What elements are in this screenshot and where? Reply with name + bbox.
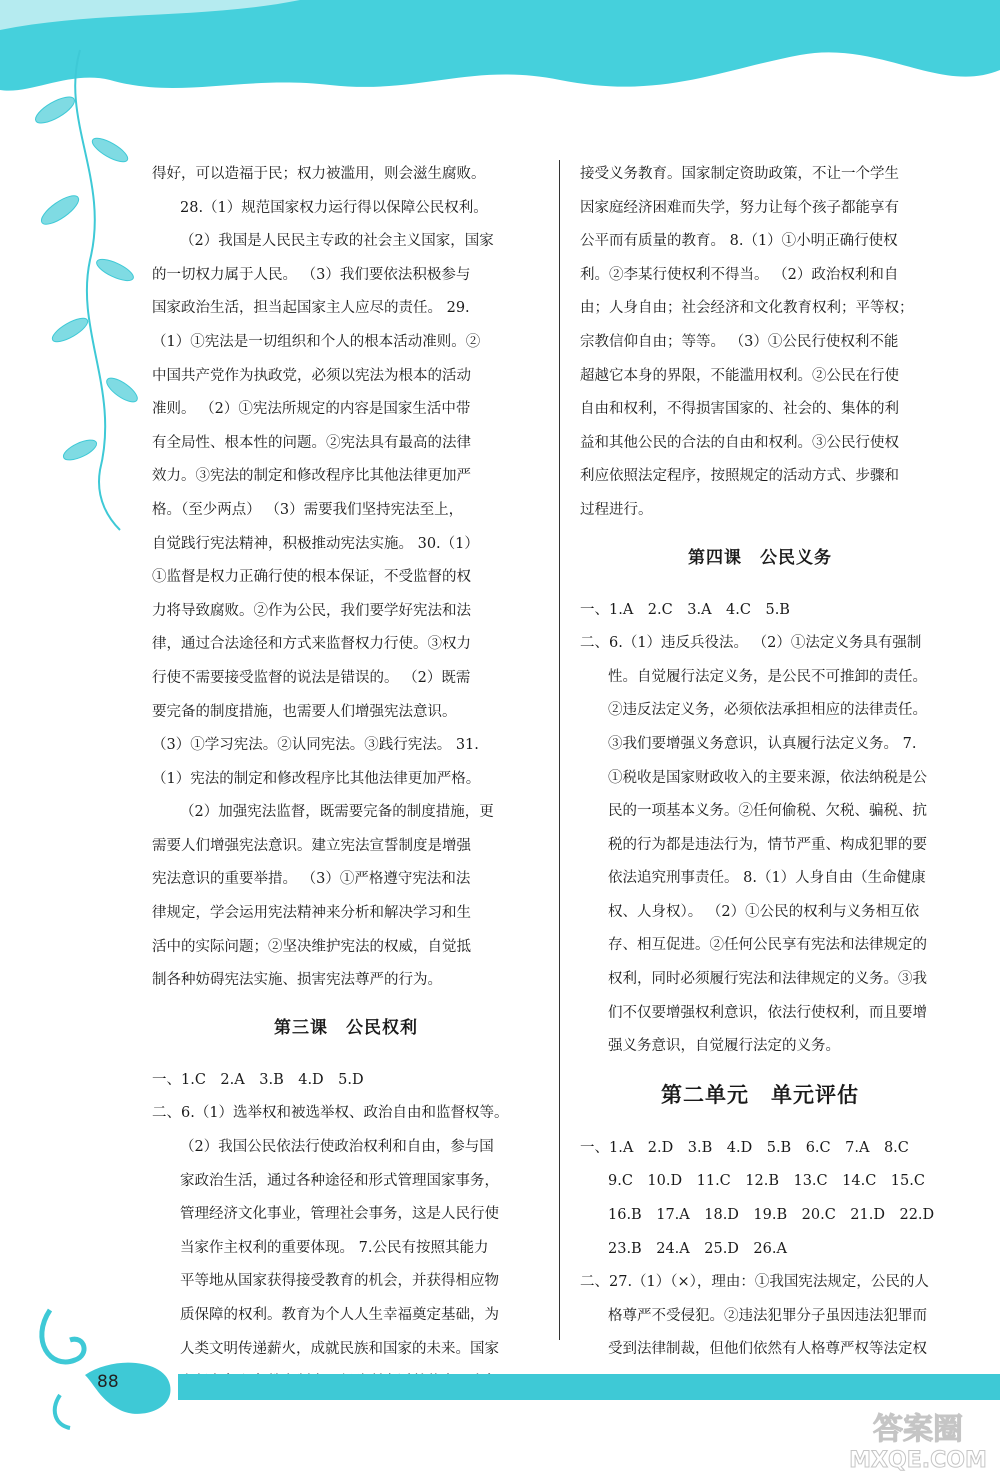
svg-text:MXQE.COM: MXQE.COM xyxy=(849,1448,987,1473)
answer-line: 权、人身权）。 （2）①公民的权利与义务相互依 xyxy=(608,903,920,920)
answer-line: 力将导致腐败。②作为公民，我们要学好宪法和法 xyxy=(152,602,471,619)
watermark-logo xyxy=(838,1405,998,1475)
answer-line: 质保障的权利。教育为个人人生幸福奠定基础，为 xyxy=(180,1307,499,1323)
answer-line: 活中的实际问题；②坚决维护宪法的权威，自觉抵 xyxy=(152,938,471,955)
corner-swirl-decoration xyxy=(30,1300,190,1430)
answer-line: 二、6.（1）违反兵役法。 （2）①法定义务具有强制 xyxy=(580,635,922,652)
lesson3-title: 第三课 公民权利 xyxy=(274,1017,418,1038)
answer-line: 一、1.C 2.A 3.B 4.D 5.D xyxy=(152,1071,364,1088)
page-number: 88 xyxy=(97,1372,119,1392)
answer-line: 23.B 24.A 25.D 26.A xyxy=(608,1240,787,1257)
answer-line: 受到法律制裁，但他们依然有人格尊严权等法定权 xyxy=(608,1341,927,1358)
answer-line: 有全局性、根本性的问题。②宪法具有最高的法律 xyxy=(152,434,471,451)
column-divider xyxy=(559,160,560,1340)
answer-line: 一、1.A 2.C 3.A 4.C 5.B xyxy=(580,601,790,618)
answer-line: ③我们要增强义务意识，认真履行法定义务。 7. xyxy=(608,735,917,752)
lesson4-title: 第四课 公民义务 xyxy=(688,547,832,568)
answer-line: 宪法意识的重要举措。 （3）①严格遵守宪法和法 xyxy=(152,871,471,888)
answer-line: 利应依照法定程序，按照规定的活动方式、步骤和 xyxy=(580,468,899,485)
answer-line: 得好，可以造福于民；权力被滥用，则会滋生腐败。 xyxy=(152,166,486,182)
answer-line: ②违反法定义务，必须依法承担相应的法律责任。 xyxy=(608,702,927,719)
answer-line: 税的行为都是违法行为，情节严重、构成犯罪的要 xyxy=(608,836,927,853)
answer-line: （2）我国是人民民主专政的社会主义国家，国家 xyxy=(180,233,494,250)
svg-text:答案圈: 答案圈 xyxy=(873,1412,963,1447)
answer-line: 要完备的制度措施，也需要人们增强宪法意识。 xyxy=(152,703,457,720)
answer-line: 性。自觉履行法定义务，是公民不可推卸的责任。 xyxy=(608,668,927,685)
answer-line: 利。②李某行使权利不得当。 （2）政治权利和自 xyxy=(580,266,899,283)
answer-line: 行使不需要接受监督的说法是错误的。 （2）既需 xyxy=(152,669,471,686)
answer-line: 超越它本身的界限，不能滥用权利。②公民在行使 xyxy=(580,367,899,384)
answer-line: 过程进行。 xyxy=(580,501,653,518)
answer-line: 一、1.A 2.D 3.B 4.D 5.B 6.C 7.A 8.C xyxy=(580,1139,909,1156)
answer-line: 28.（1）规范国家权力运行得以保障公民权利。 xyxy=(180,199,488,216)
answer-line: （2）我国公民依法行使政治权利和自由，参与国 xyxy=(180,1139,494,1156)
answer-line: 权利，同时必须履行宪法和法律规定的义务。③我 xyxy=(608,971,927,988)
answer-line: 制各种妨碍宪法实施、损害宪法尊严的行为。 xyxy=(152,972,442,989)
vine-decoration xyxy=(0,40,140,540)
answer-line: 接受义务教育。国家制定资助政策，不让一个学生 xyxy=(580,166,899,182)
answer-line: 律规定，学会运用宪法精神来分析和解决学习和生 xyxy=(152,905,471,922)
answer-line: 平等地从国家获得接受教育的机会，并获得相应物 xyxy=(180,1273,499,1290)
answer-line: （3）①学习宪法。②认同宪法。③践行宪法。 31. xyxy=(152,737,479,754)
right-answer-lines xyxy=(580,158,940,528)
answer-line: 9.C 10.D 11.C 12.B 13.C 14.C 15.C xyxy=(608,1173,925,1190)
answer-line: 律，通过合法途径和方式来监督权力行使。③权力 xyxy=(152,636,471,653)
answer-line: （1）宪法的制定和修改程序比其他法律更加严格。 xyxy=(152,770,481,787)
answer-line: 宗教信仰自由；等等。 （3）①公民行使权利不能 xyxy=(580,333,899,350)
answer-line: 国家政治生活，担当起国家主人应尽的责任。 29. xyxy=(152,300,470,317)
right-column xyxy=(580,158,940,1367)
answer-line: 因家庭经济困难而失学，努力让每个孩子都能享有 xyxy=(580,199,899,216)
answer-line: 们不仅要增强权利意识，依法行使权利，而且要增 xyxy=(608,1004,927,1021)
answer-line: 存、相互促进。②任何公民享有宪法和法律规定的 xyxy=(608,937,927,954)
answer-line: 准则。 （2）①宪法所规定的内容是国家生活中带 xyxy=(152,401,471,418)
answer-line: （1）①宪法是一切组织和个人的根本活动准则。② xyxy=(152,333,481,350)
answer-line: 需要人们增强宪法意识。建立宪法宣誓制度是增强 xyxy=(152,837,471,854)
answer-line: 管理经济文化事业，管理社会事务，这是人民行使 xyxy=(180,1206,499,1223)
answer-line: 自觉践行宪法精神，积极推动宪法实施。 30.（1） xyxy=(152,535,479,552)
unit2-title: 第二单元 单元评估 xyxy=(661,1082,859,1107)
answer-line: 格尊严不受侵犯。②违法犯罪分子虽因违法犯罪而 xyxy=(608,1307,927,1324)
answer-line: 依法追究刑事责任。 8.（1）人身自由（生命健康 xyxy=(608,870,926,887)
answer-line: 公平而有质量的教育。 8.（1）①小明正确行使权 xyxy=(580,233,898,250)
answer-line: 中国共产党作为执政党，必须以宪法为根本的活动 xyxy=(152,367,471,384)
answer-line: 家政治生活，通过各种途径和形式管理国家事务， xyxy=(180,1172,499,1189)
lesson3-answers xyxy=(152,1064,540,1400)
answer-line: 二、27.（1）（×），理由：①我国宪法规定，公民的人 xyxy=(580,1274,929,1291)
answer-line: 人类文明传递薪火，成就民族和国家的未来。国家 xyxy=(180,1340,499,1357)
lesson4-answers xyxy=(580,594,940,1064)
bottom-bar xyxy=(178,1374,1000,1400)
answer-line: 当家作主权利的重要体现。 7.公民有按照其能力 xyxy=(180,1239,489,1256)
answer-line: 民的一项基本义务。②任何偷税、欠税、骗税、抗 xyxy=(608,803,927,820)
answer-line: 效力。③宪法的制定和修改程序比其他法律更加严 xyxy=(152,468,471,485)
answer-line: 二、6.（1）选举权和被选举权、政治自由和监督权等。 xyxy=(152,1105,509,1122)
answer-line: 自由和权利，不得损害国家的、社会的、集体的利 xyxy=(580,401,899,418)
answer-line: 16.B 17.A 18.D 19.B 20.C 21.D 22.D xyxy=(608,1207,935,1224)
answer-line: （2）加强宪法监督，既需要完备的制度措施，更 xyxy=(180,804,494,821)
answer-line: ①税收是国家财政收入的主要来源，依法纳税是公 xyxy=(608,769,927,786)
left-answer-lines xyxy=(152,158,540,998)
top-wave-decoration xyxy=(0,0,1000,110)
answer-line: 的一切权力属于人民。 （3）我们要依法积极参与 xyxy=(152,266,471,283)
answer-line: 由；人身自由；社会经济和文化教育权利；平等权； xyxy=(580,300,914,317)
answer-line: 强义务意识，自觉履行法定的义务。 xyxy=(608,1038,840,1055)
answer-line: 益和其他公民的合法的自由和权利。③公民行使权 xyxy=(580,434,899,451)
unit2-answers xyxy=(580,1132,940,1367)
answer-line: 格。（至少两点） （3）需要我们坚持宪法至上， xyxy=(152,501,464,518)
answer-line: ①监督是权力正确行使的根本保证，不受监督的权 xyxy=(152,569,471,586)
left-column xyxy=(152,158,540,1400)
